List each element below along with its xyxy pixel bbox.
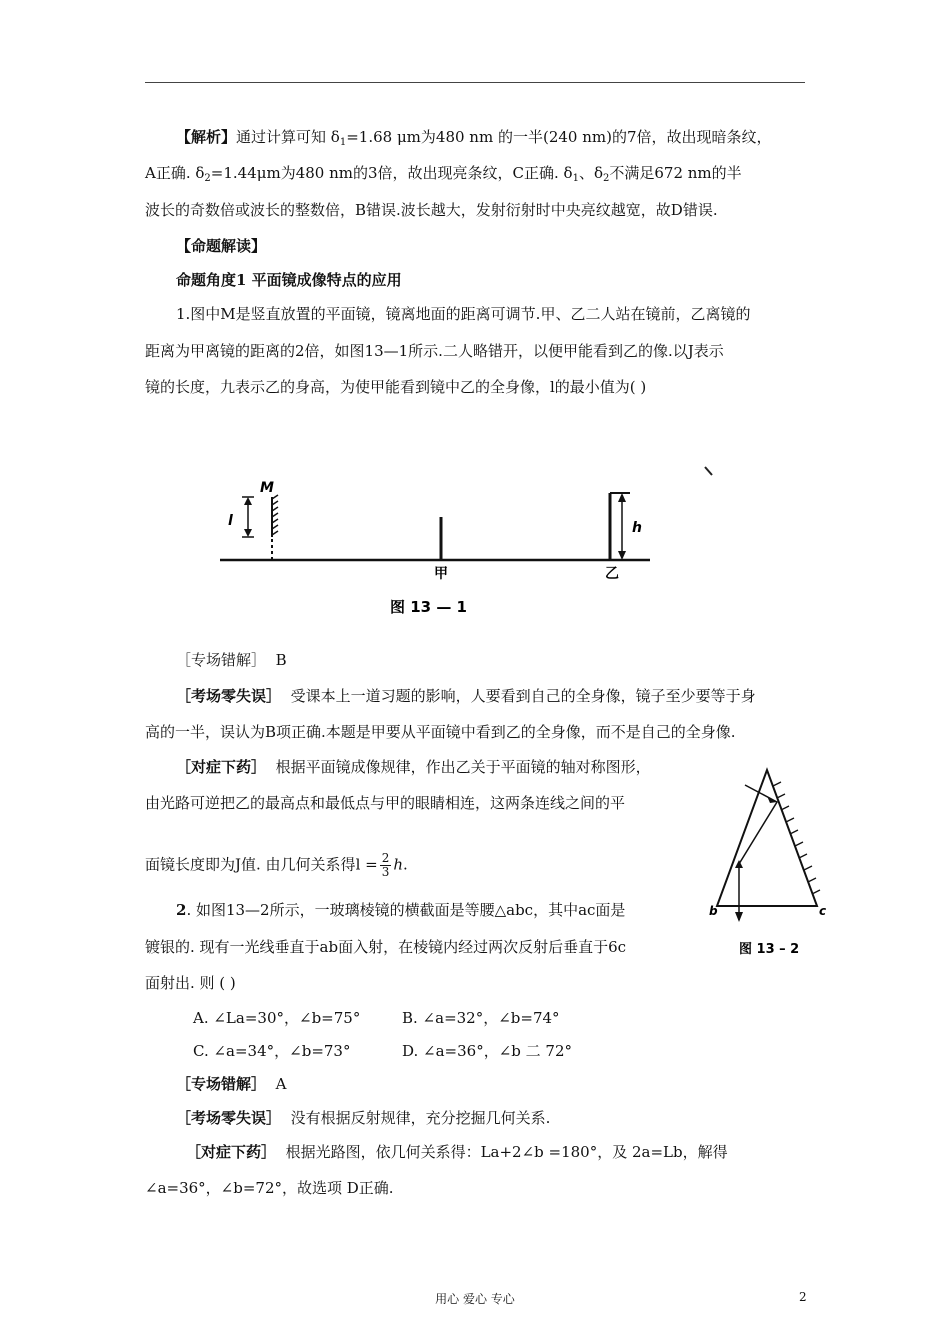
option-a: A. ∠La=30°，∠b=75° [193,1009,361,1027]
l-arrow-head-bottom [244,529,252,537]
q1-remedy-line-3: 面镜长度即为J值. 由几何关系得l = $\frac{2}{3}$ h. [145,851,408,879]
label-jia: 甲 [434,566,448,582]
q2-line-2: 镀银的. 现有一光线垂直于ab面入射，在棱镜内经过两次反射后垂直于6c [145,938,627,956]
option-b: B. ∠a=32°，∠b=74° [402,1009,560,1027]
q1-line-1: 1.图中M是竖直放置的平面镜，镜离地面的距离可调节.甲、乙二人站在镜前，乙离镜的 [176,305,751,323]
q1-remedy-line-2: 由光路可逆把乙的最高点和最低点与甲的眼睛相连，这两条连线之间的平 [145,794,626,812]
figure-13-2 [705,760,845,960]
footer-slogan: 用心 爱心 专心 [435,1292,515,1306]
ray-arrow-1 [767,796,777,803]
q2-wrong: ［专场错解］ A [176,1075,287,1093]
section-title: 【命题解读】 [176,237,267,255]
figure-13-1-caption: 图 13 — 1 [390,598,467,616]
analysis-line-3: 波长的奇数倍或波长的整数倍，B错误.波长越大，发射衍射时中央亮纹越宽，故D错误. [145,201,718,219]
option-c: C. ∠a=34°，∠b=73° [193,1042,351,1060]
q1-remedy-line-1: ［对症下药］ 根据平面镜成像规律，作出乙关于平面镜的轴对称图形， [176,758,651,776]
subsection-title: 命题角度1 平面镜成像特点的应用 [176,271,402,289]
label-b: b [709,904,718,918]
label-h: h [632,520,642,536]
figure-13-2-caption: 图 13 – 2 [739,942,800,957]
q1-line-3: 镜的长度，九表示乙的身高，为使甲能看到镜中乙的全身像，l的最小值为( ) [145,378,647,396]
ray-arrow-3 [735,912,743,922]
fraction-2-3: $\frac{2}{3}$ [381,851,390,879]
stray-mark [705,467,712,475]
h-arrow-head-top [618,493,626,502]
figure-13-1 [210,455,730,630]
option-d: D. ∠a=36°，∠b 二 72° [402,1042,572,1060]
q2-mistake: ［考场零失误］ 没有根据反射规律，充分挖掘几何关系. [176,1109,551,1127]
q1-mistake-line-2: 高的一半，误认为B项正确.本题是甲要从平面镜中看到乙的全身像，而不是自己的全身像. [145,723,736,741]
h-arrow-head-bottom [618,551,626,560]
label-l: l [228,513,233,529]
q2-remedy-line-2: ∠a=36°，∠b=72°，故选项 D正确. [145,1179,394,1197]
page-number: 2 [799,1290,807,1304]
light-ray [739,785,777,920]
label-c: c [819,904,827,918]
silvered-hatching [773,782,820,894]
prism-triangle [717,770,817,906]
header-rule [145,82,805,83]
ray-arrow-2 [735,860,743,868]
label-yi: 乙 [605,566,619,582]
l-arrow-head-top [244,497,252,505]
analysis-line-1: 【解析】通过计算可知 $\delta_1=1.68$ μm为480 nm 的一半(240 nm)的7倍，故出现暗条纹， [176,128,772,148]
analysis-line-2: A正确. $\delta_2=1.44\mu m$为480 nm的3倍，故出现亮条纹，C正确. $\delta_1$、$\delta_2$不满足672 nm的半 [145,164,742,184]
q1-mistake-line-1: ［考场零失误］ 受课本上一道习题的影响，人要看到自己的全身像，镜子至少要等于身 [176,687,756,705]
q2-line-3: 面射出. 则 ( ) [145,974,236,992]
q2-line-1: 2. 如图13—2所示，一玻璃棱镜的横截面是等腰△abc，其中ac面是 [176,901,626,919]
q1-wrong: ［专场错解］ B [176,651,287,669]
label-M: M [260,480,274,496]
q2-remedy-line-1: ［对症下药］ 根据光路图，依几何关系得：La+2∠b =180°，及 2a=Lb，解得 [186,1143,728,1161]
q1-line-2: 距离为甲离镜的距离的2倍，如图13—1所示.二人略错开，以便甲能看到乙的像.以J表示 [145,342,724,360]
